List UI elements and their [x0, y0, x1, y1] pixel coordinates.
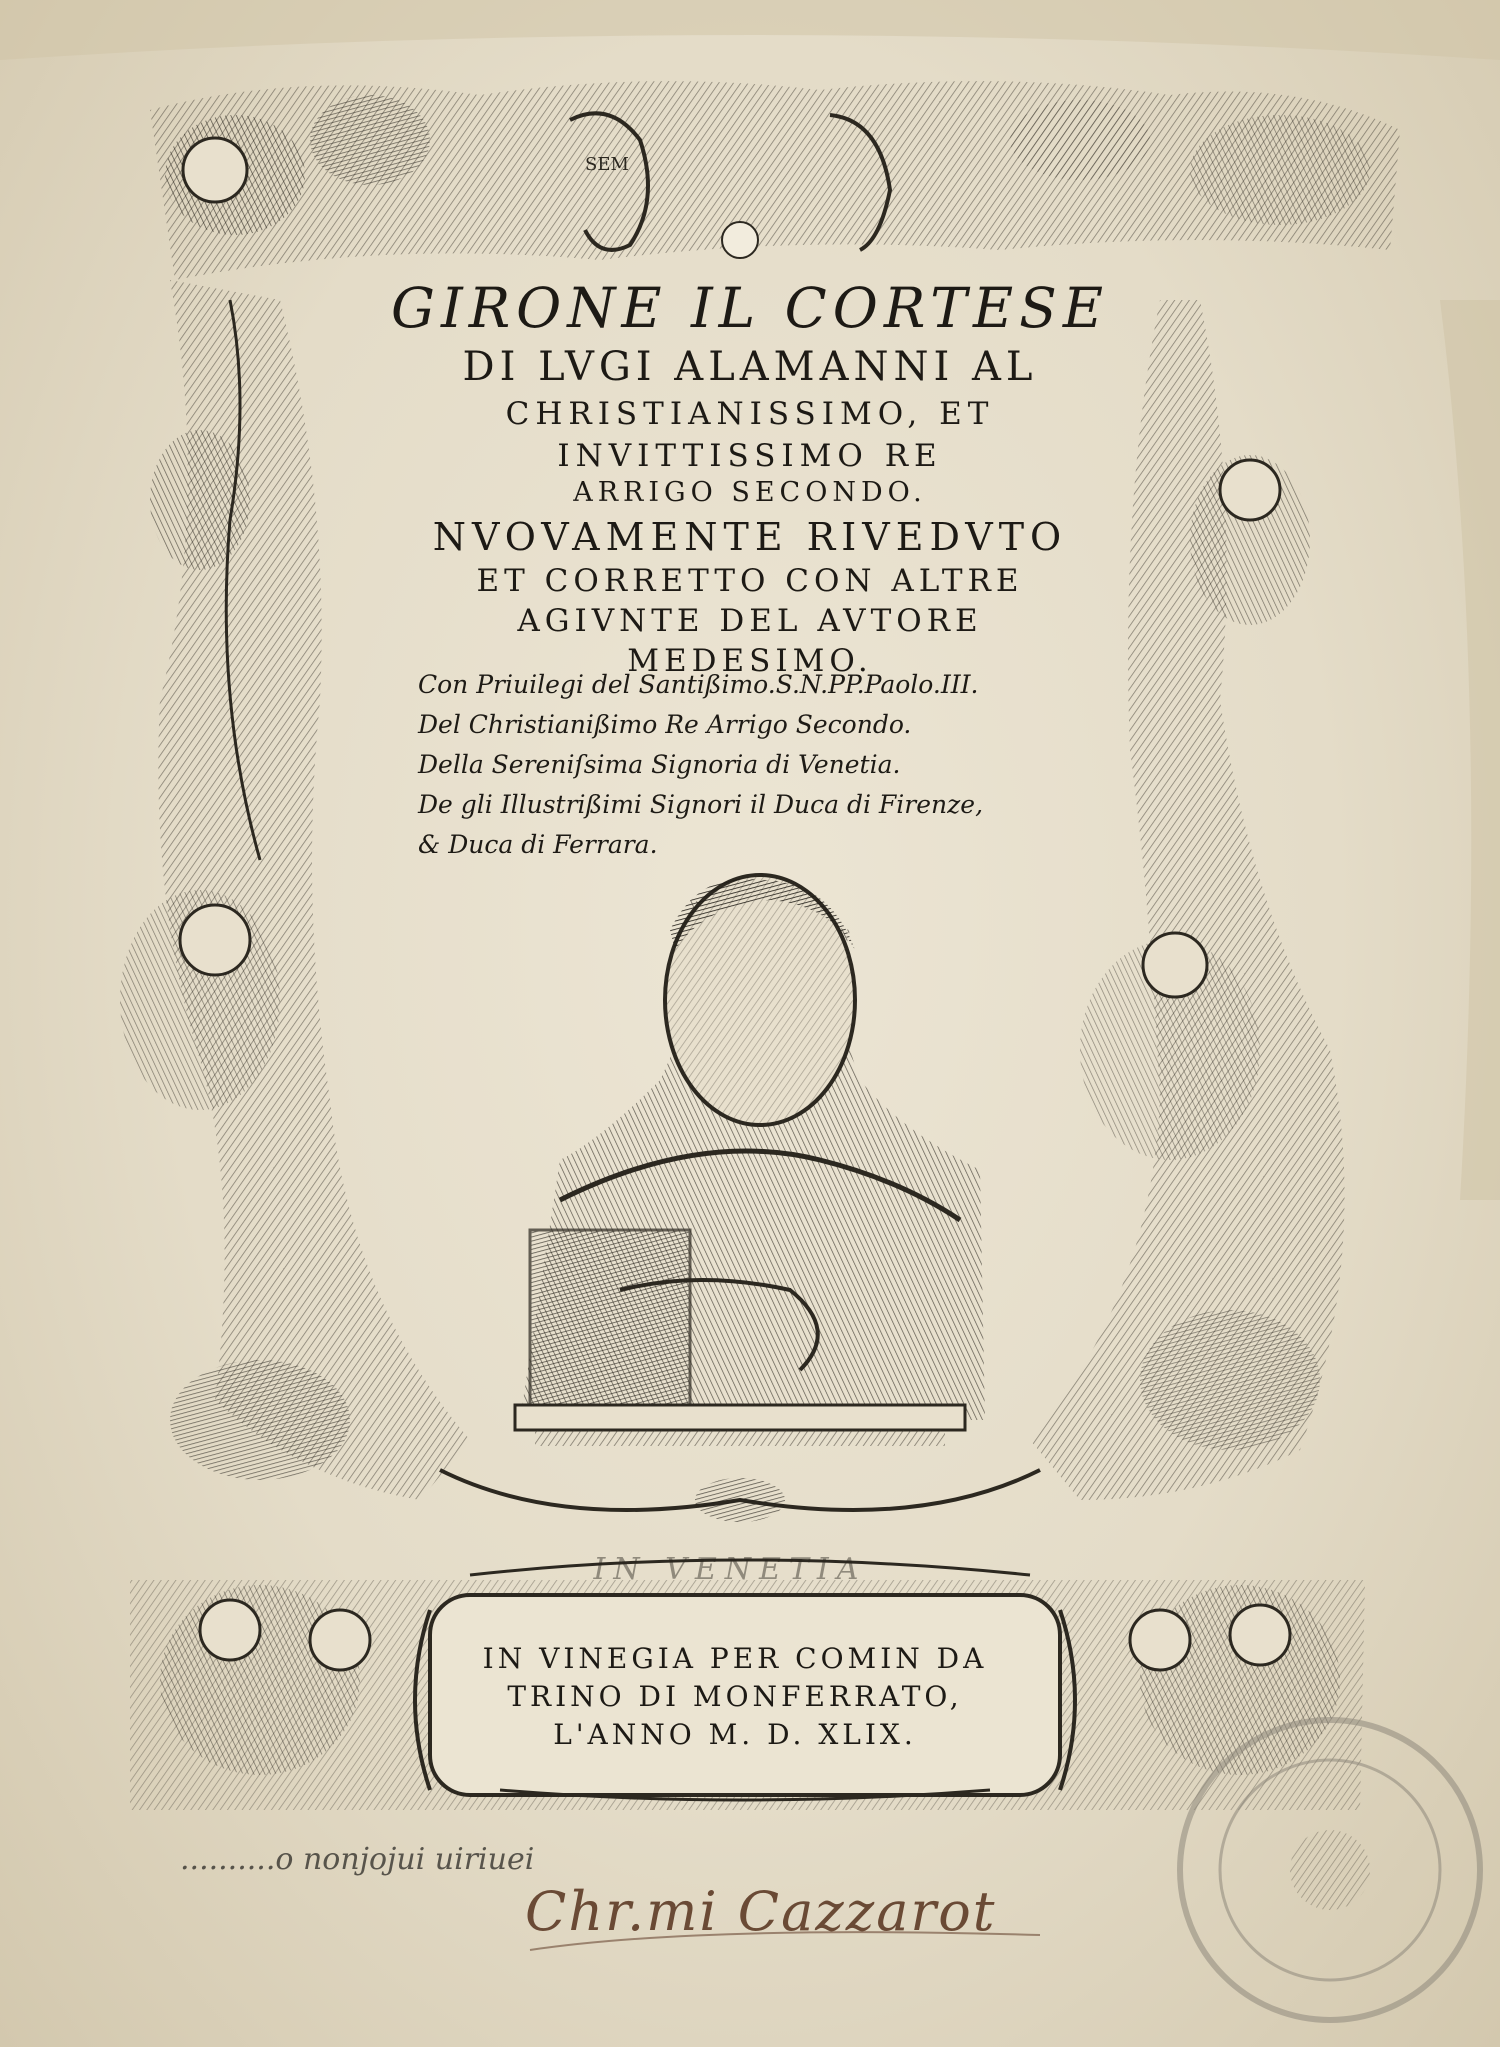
title-line-6: NVOVAMENTE RIVEDVTO [432, 515, 1068, 559]
privilege-line-1: Con Priuilegi del Santißimo.S.N.PP.Paolo.III. [418, 670, 979, 699]
title-line-3: CHRISTIANISSIMO, ET [505, 396, 995, 432]
title-block [340, 275, 1160, 681]
author-portrait [440, 875, 1040, 1522]
imprint-line-1: IN VINEGIA PER COMIN DA [482, 1642, 988, 1675]
bleed-through-text: ..........o nonjojui uiriuei [180, 1842, 535, 1877]
privilege-line-4: De gli Illustrißimi Signori il Duca di Firenze, [418, 790, 984, 819]
imprint-block [455, 1640, 1015, 1754]
imprint-line-3: L'ANNO M. D. XLIX. [553, 1718, 917, 1751]
privileges-block [418, 665, 1118, 865]
privilege-line-5: & Duca di Ferrara. [418, 830, 658, 859]
title-line-2: DI LVGI ALAMANNI AL [462, 344, 1038, 390]
title-line-1: GIRONE IL CORTESE [391, 276, 1109, 340]
title-line-8: AGIVNTE DEL AVTORE [517, 603, 983, 639]
handwritten-signature: Chr.mi Cazzarot [525, 1880, 997, 1943]
privilege-line-2: Del Christianißimo Re Arrigo Secondo. [418, 710, 912, 739]
title-line-7: ET CORRETTO CON ALTRE [476, 563, 1024, 599]
imprint-line-2: TRINO DI MONFERRATO, [507, 1680, 963, 1713]
title-line-5: ARRIGO SECONDO. [573, 477, 927, 508]
title-line-4: INVITTISSIMO RE [557, 438, 943, 474]
scroll-inscription: SEM [585, 154, 629, 175]
woodblock-motto: IN VENETIA [593, 1552, 867, 1587]
title-line-9: MEDESIMO. [627, 643, 873, 679]
top-border-cherubs [150, 81, 1400, 280]
privilege-line-3: Della Sereniſsima Signoria di Venetia. [418, 750, 901, 779]
